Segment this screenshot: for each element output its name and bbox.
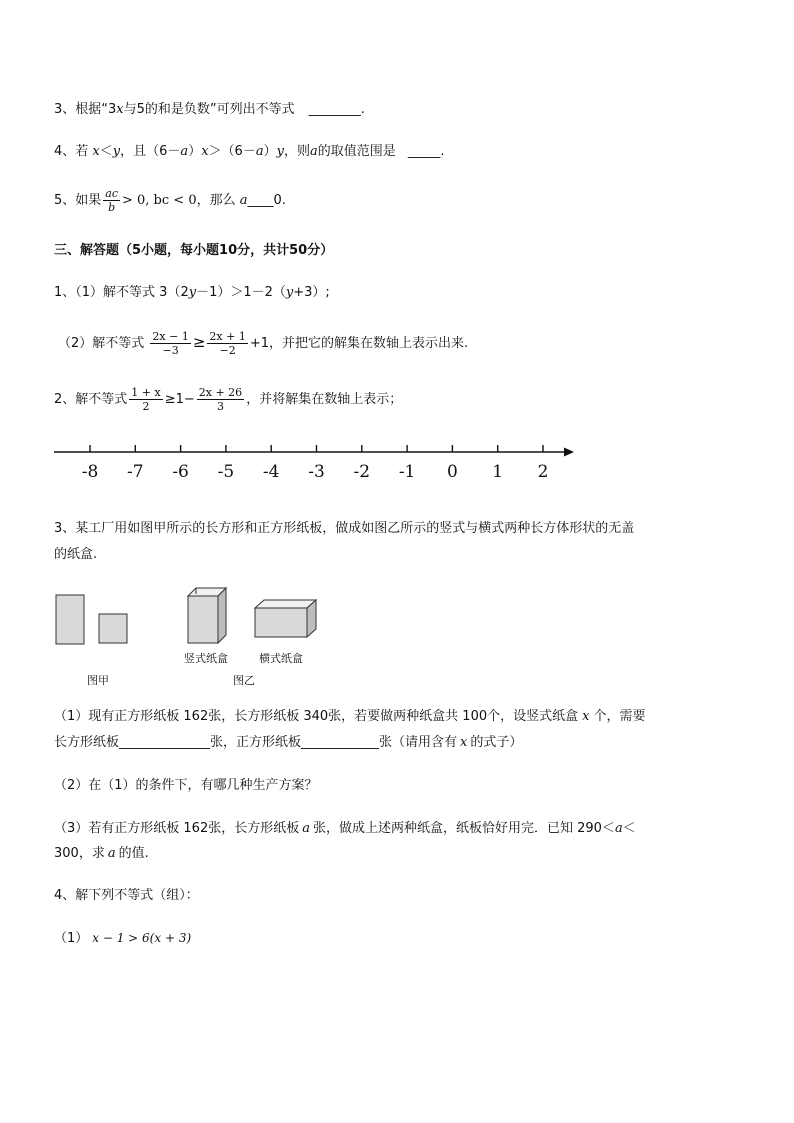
answer-blank[interactable]: ____ xyxy=(247,193,274,208)
section-heading: 三、解答题（5小题，每小题10分，共计50分） xyxy=(54,243,334,258)
answer-blank[interactable]: ____________ xyxy=(301,735,380,750)
problem-1-part-1: 1、（1）解不等式 3（2y－1）＞1－2（y+3）; xyxy=(54,285,330,300)
question-5: 5、如果 $\frac{ac}{b}$ > 0, bc < 0，那么 a____0. xyxy=(54,187,286,214)
horizontal-box xyxy=(255,600,316,637)
problem-4-heading: 4、解下列不等式（组）： xyxy=(54,888,199,903)
number-line-arrow xyxy=(564,448,574,457)
figure-a xyxy=(55,594,135,646)
vertical-box xyxy=(188,588,226,643)
rectangle-sheet xyxy=(56,595,84,644)
figure-a-label: 图甲 xyxy=(87,674,109,687)
problem-3-sub-3-line-2: 300，求 a 的值. xyxy=(54,846,149,861)
problem-3-sub-1-line-1: （1）现有正方形纸板 162张，长方形纸板 340张，若要做两种纸盒共 100个，设竖式纸盒 x 个，需要 xyxy=(54,709,646,724)
fraction: $\frac{2x + 1}{-2}$ xyxy=(209,330,246,357)
number-line-label: -8 xyxy=(81,462,99,482)
number-line-label: 1 xyxy=(492,462,504,482)
number-line-label: 0 xyxy=(446,462,458,482)
square-sheet xyxy=(99,614,127,643)
fraction: $\frac{2x + 26}{3}$ xyxy=(198,386,243,413)
number-line-label: 2 xyxy=(537,462,549,482)
fraction: $\frac{ac}{b}$ xyxy=(105,187,118,214)
horizontal-box-label: 横式纸盒 xyxy=(259,652,303,665)
problem-2: 2、解不等式 $\frac{1 + x}{2}$ ≥1− $\frac{2x + 26}{3}$ ，并将解集在数轴上表示； xyxy=(54,386,403,413)
answer-blank[interactable]: ________ xyxy=(308,102,361,117)
problem-3-intro-1: 3、某工厂用如图甲所示的长方形和正方形纸板，做成如图乙所示的竖式与横式两种长方体形状的无盖 xyxy=(54,521,635,536)
figure-b-label: 图乙 xyxy=(233,674,255,687)
fraction: $\frac{2x - 1}{-3}$ xyxy=(152,330,189,357)
number-line-label: -7 xyxy=(127,462,144,482)
problem-4-sub-1: （1） x − 1 > 6(x + 3) xyxy=(54,931,192,946)
question-3: 3、根据“3x与5的和是负数”可列出不等式 ________. xyxy=(54,102,365,117)
number-line-label: -6 xyxy=(172,462,189,482)
number-line-label: -3 xyxy=(308,462,325,482)
problem-1-part-2: （2）解不等式 $\frac{2x - 1}{-3}$ ≥ $\frac{2x + 1}{-2}$ +1，并把它的解集在数轴上表示出来. xyxy=(58,330,469,357)
figure-b xyxy=(185,586,320,646)
problem-3-sub-1-line-2: 长方形纸板______________张，正方形纸板____________张（请用含有 x 的式子） xyxy=(54,735,523,750)
fraction: $\frac{1 + x}{2}$ xyxy=(131,386,161,413)
answer-blank[interactable]: _____ xyxy=(407,144,441,159)
number-line xyxy=(54,440,584,490)
number-line-label: -5 xyxy=(217,462,235,482)
vertical-box-label: 竖式纸盒 xyxy=(184,652,228,665)
number-line-label: -4 xyxy=(262,462,280,482)
number-line-label: -1 xyxy=(398,462,416,482)
number-line-label: -2 xyxy=(353,462,371,482)
problem-3-sub-3-line-1: （3）若有正方形纸板 162张，长方形纸板 a 张，做成上述两种纸盒，纸板恰好用完．已知 290＜a＜ xyxy=(54,821,636,836)
answer-blank[interactable]: ______________ xyxy=(119,735,211,750)
problem-3-intro-2: 的纸盒. xyxy=(54,547,98,562)
question-4: 4、若 x＜y，且（6－a）x＞（6－a）y，则a的取值范围是 _____. xyxy=(54,144,445,159)
problem-3-sub-2: （2）在（1）的条件下，有哪几种生产方案？ xyxy=(54,778,318,793)
